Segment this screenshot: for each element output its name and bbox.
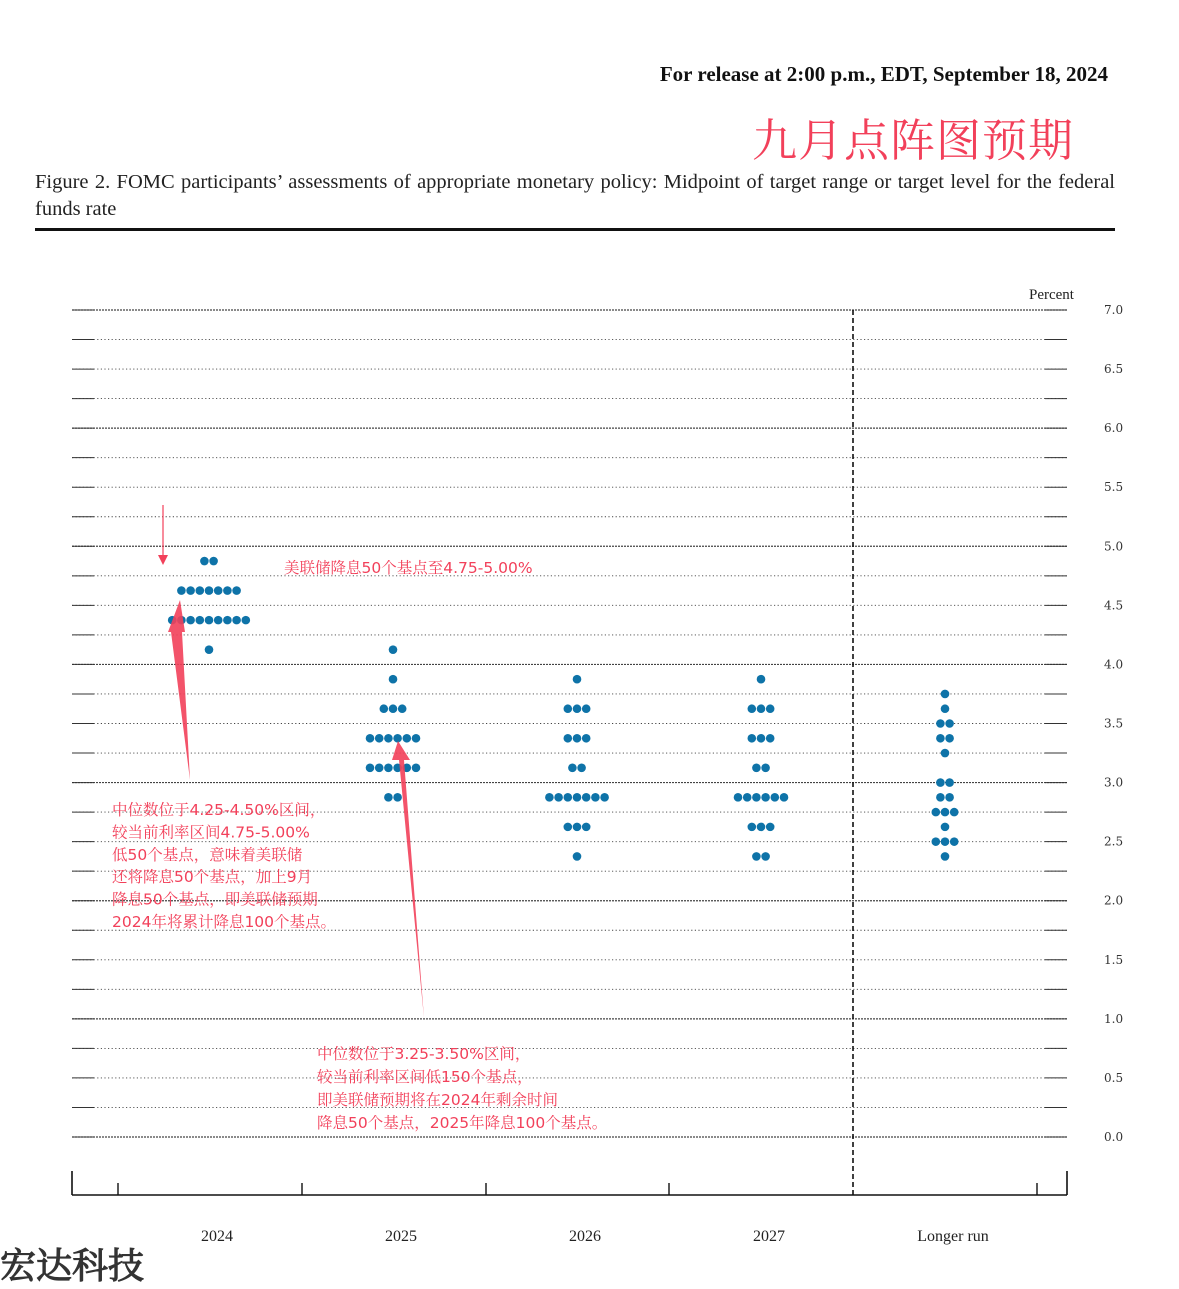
participant-dot bbox=[941, 852, 950, 861]
annotation-text: 还将降息50个基点，加上9月 bbox=[112, 868, 313, 887]
annotation-text: 中位数位于3.25-3.50%区间， bbox=[317, 1045, 531, 1063]
y-tick-label: 2.5 bbox=[1104, 834, 1124, 849]
y-tick-label: 6.5 bbox=[1104, 362, 1124, 377]
participant-dot bbox=[398, 704, 407, 713]
y-tick-label: 0.0 bbox=[1104, 1130, 1124, 1144]
participant-dot bbox=[389, 645, 398, 654]
participant-dot bbox=[941, 690, 950, 699]
chinese-title: 九月点阵图预期 bbox=[752, 114, 1075, 167]
annotation-text: 2024年将累计降息100个基点。 bbox=[112, 913, 337, 931]
participant-dot bbox=[564, 734, 573, 743]
participant-dot bbox=[582, 704, 591, 713]
participant-dot bbox=[389, 704, 398, 713]
y-tick-label: 4.5 bbox=[1104, 598, 1124, 613]
participant-dot bbox=[780, 793, 789, 802]
annotation-text: 降息50个基点，即美联储预期 bbox=[112, 890, 318, 909]
participant-dot bbox=[177, 586, 186, 595]
y-tick-label: 3.0 bbox=[1104, 775, 1124, 790]
annotation-text: 较当前利率区间低150个基点， bbox=[317, 1068, 533, 1086]
participant-dot bbox=[766, 704, 775, 713]
participant-dot bbox=[941, 823, 950, 832]
y-tick-label: 7.0 bbox=[1104, 303, 1124, 317]
participant-dot bbox=[950, 808, 959, 817]
participant-dot bbox=[945, 793, 954, 802]
annotation-text: 即美联储预期将在2024年剩余时间 bbox=[317, 1091, 558, 1109]
participant-dot bbox=[375, 734, 384, 743]
x-category-label: Longer run bbox=[917, 1228, 989, 1245]
x-category-label: 2026 bbox=[569, 1228, 601, 1245]
participant-dot bbox=[941, 749, 950, 758]
annotation-arrow bbox=[168, 600, 190, 780]
participant-dot bbox=[932, 808, 941, 817]
participant-dot bbox=[393, 793, 402, 802]
annotation-text: 美联储降息50个基点至4.75-5.00% bbox=[284, 559, 533, 577]
participant-dot bbox=[573, 793, 582, 802]
participant-dot bbox=[734, 793, 743, 802]
participant-dot bbox=[752, 764, 761, 773]
participant-dot bbox=[573, 734, 582, 743]
annotation-text: 中位数位于4.25-4.50%区间， bbox=[112, 801, 326, 819]
participant-dot bbox=[941, 704, 950, 713]
participant-dot bbox=[214, 586, 223, 595]
participant-dot bbox=[573, 704, 582, 713]
participant-dot bbox=[761, 852, 770, 861]
participant-dot bbox=[945, 719, 954, 728]
participant-dot bbox=[554, 793, 563, 802]
y-axis-title: Percent bbox=[1029, 287, 1074, 303]
participant-dot bbox=[941, 808, 950, 817]
participant-dot bbox=[936, 719, 945, 728]
participant-dot bbox=[945, 734, 954, 743]
participant-dot bbox=[757, 823, 766, 832]
participant-dot bbox=[761, 793, 770, 802]
participant-dot bbox=[200, 557, 209, 566]
participant-dot bbox=[209, 557, 218, 566]
y-tick-label: 3.5 bbox=[1104, 716, 1124, 731]
participant-dot bbox=[242, 616, 251, 625]
participant-dot bbox=[761, 764, 770, 773]
annotation-text: 较当前利率区间4.75-5.00% bbox=[112, 823, 310, 842]
participant-dot bbox=[945, 778, 954, 787]
participant-dot bbox=[936, 793, 945, 802]
participant-dot bbox=[205, 645, 214, 654]
participant-dot bbox=[384, 734, 393, 743]
participant-dot bbox=[564, 823, 573, 832]
participant-dot bbox=[564, 704, 573, 713]
participant-dot bbox=[205, 616, 214, 625]
participant-dot bbox=[577, 764, 586, 773]
participant-dot bbox=[568, 764, 577, 773]
participant-dot bbox=[771, 793, 780, 802]
participant-dot bbox=[393, 734, 402, 743]
participant-dot bbox=[573, 675, 582, 684]
y-tick-label: 4.0 bbox=[1104, 657, 1124, 672]
watermark: 宏达科技 bbox=[0, 1246, 145, 1287]
participant-dot bbox=[582, 823, 591, 832]
participant-dot bbox=[196, 616, 205, 625]
x-category-label: 2024 bbox=[201, 1228, 233, 1245]
participant-dot bbox=[757, 675, 766, 684]
participant-dot bbox=[582, 734, 591, 743]
participant-dot bbox=[752, 852, 761, 861]
figure-title: Figure 2. FOMC participants’ assessments of appropriate monetary policy: Midpoint of target range or target level for the federal funds rate bbox=[35, 171, 1115, 220]
y-tick-label: 0.5 bbox=[1104, 1070, 1124, 1085]
y-tick-label: 2.0 bbox=[1104, 893, 1124, 908]
participant-dot bbox=[186, 586, 195, 595]
participant-dot bbox=[214, 616, 223, 625]
y-tick-label: 1.0 bbox=[1104, 1011, 1124, 1026]
participant-dot bbox=[573, 852, 582, 861]
participant-dot bbox=[564, 793, 573, 802]
participant-dot bbox=[591, 793, 600, 802]
participant-dot bbox=[223, 616, 232, 625]
participant-dot bbox=[936, 778, 945, 787]
x-category-label: 2027 bbox=[753, 1228, 785, 1245]
annotation-text: 低50个基点，意味着美联储 bbox=[112, 845, 303, 864]
participant-dot bbox=[389, 675, 398, 684]
annotation-text: 降息50个基点，2025年降息100个基点。 bbox=[317, 1114, 608, 1132]
participant-dot bbox=[375, 764, 384, 773]
participant-dot bbox=[223, 586, 232, 595]
participant-dot bbox=[186, 616, 195, 625]
participant-dot bbox=[757, 704, 766, 713]
participant-dot bbox=[545, 793, 554, 802]
participant-dot bbox=[380, 704, 389, 713]
participant-dot bbox=[232, 616, 241, 625]
participant-dot bbox=[384, 793, 393, 802]
y-tick-label: 1.5 bbox=[1104, 952, 1124, 967]
x-category-label: 2025 bbox=[385, 1228, 417, 1245]
participant-dot bbox=[582, 793, 591, 802]
participant-dot bbox=[941, 837, 950, 846]
participant-dot bbox=[366, 764, 375, 773]
participant-dot bbox=[950, 837, 959, 846]
y-tick-label: 6.0 bbox=[1104, 421, 1124, 436]
release-line: For release at 2:00 p.m., EDT, September 18, 2024 bbox=[659, 62, 1108, 86]
participant-dot bbox=[573, 823, 582, 832]
participant-dot bbox=[748, 734, 757, 743]
participant-dot bbox=[936, 734, 945, 743]
y-tick-label: 5.0 bbox=[1104, 539, 1124, 554]
participant-dot bbox=[205, 586, 214, 595]
participant-dot bbox=[412, 734, 421, 743]
participant-dot bbox=[403, 734, 412, 743]
participant-dot bbox=[757, 734, 766, 743]
participant-dot bbox=[748, 823, 757, 832]
participant-dot bbox=[766, 823, 775, 832]
participant-dot bbox=[384, 764, 393, 773]
participant-dot bbox=[748, 704, 757, 713]
participant-dot bbox=[412, 764, 421, 773]
participant-dot bbox=[600, 793, 609, 802]
participant-dot bbox=[196, 586, 205, 595]
participant-dot bbox=[232, 586, 241, 595]
participant-dot bbox=[743, 793, 752, 802]
participant-dot bbox=[766, 734, 775, 743]
participant-dot bbox=[752, 793, 761, 802]
y-tick-label: 5.5 bbox=[1104, 480, 1124, 495]
participant-dot bbox=[932, 837, 941, 846]
participant-dot bbox=[366, 734, 375, 743]
